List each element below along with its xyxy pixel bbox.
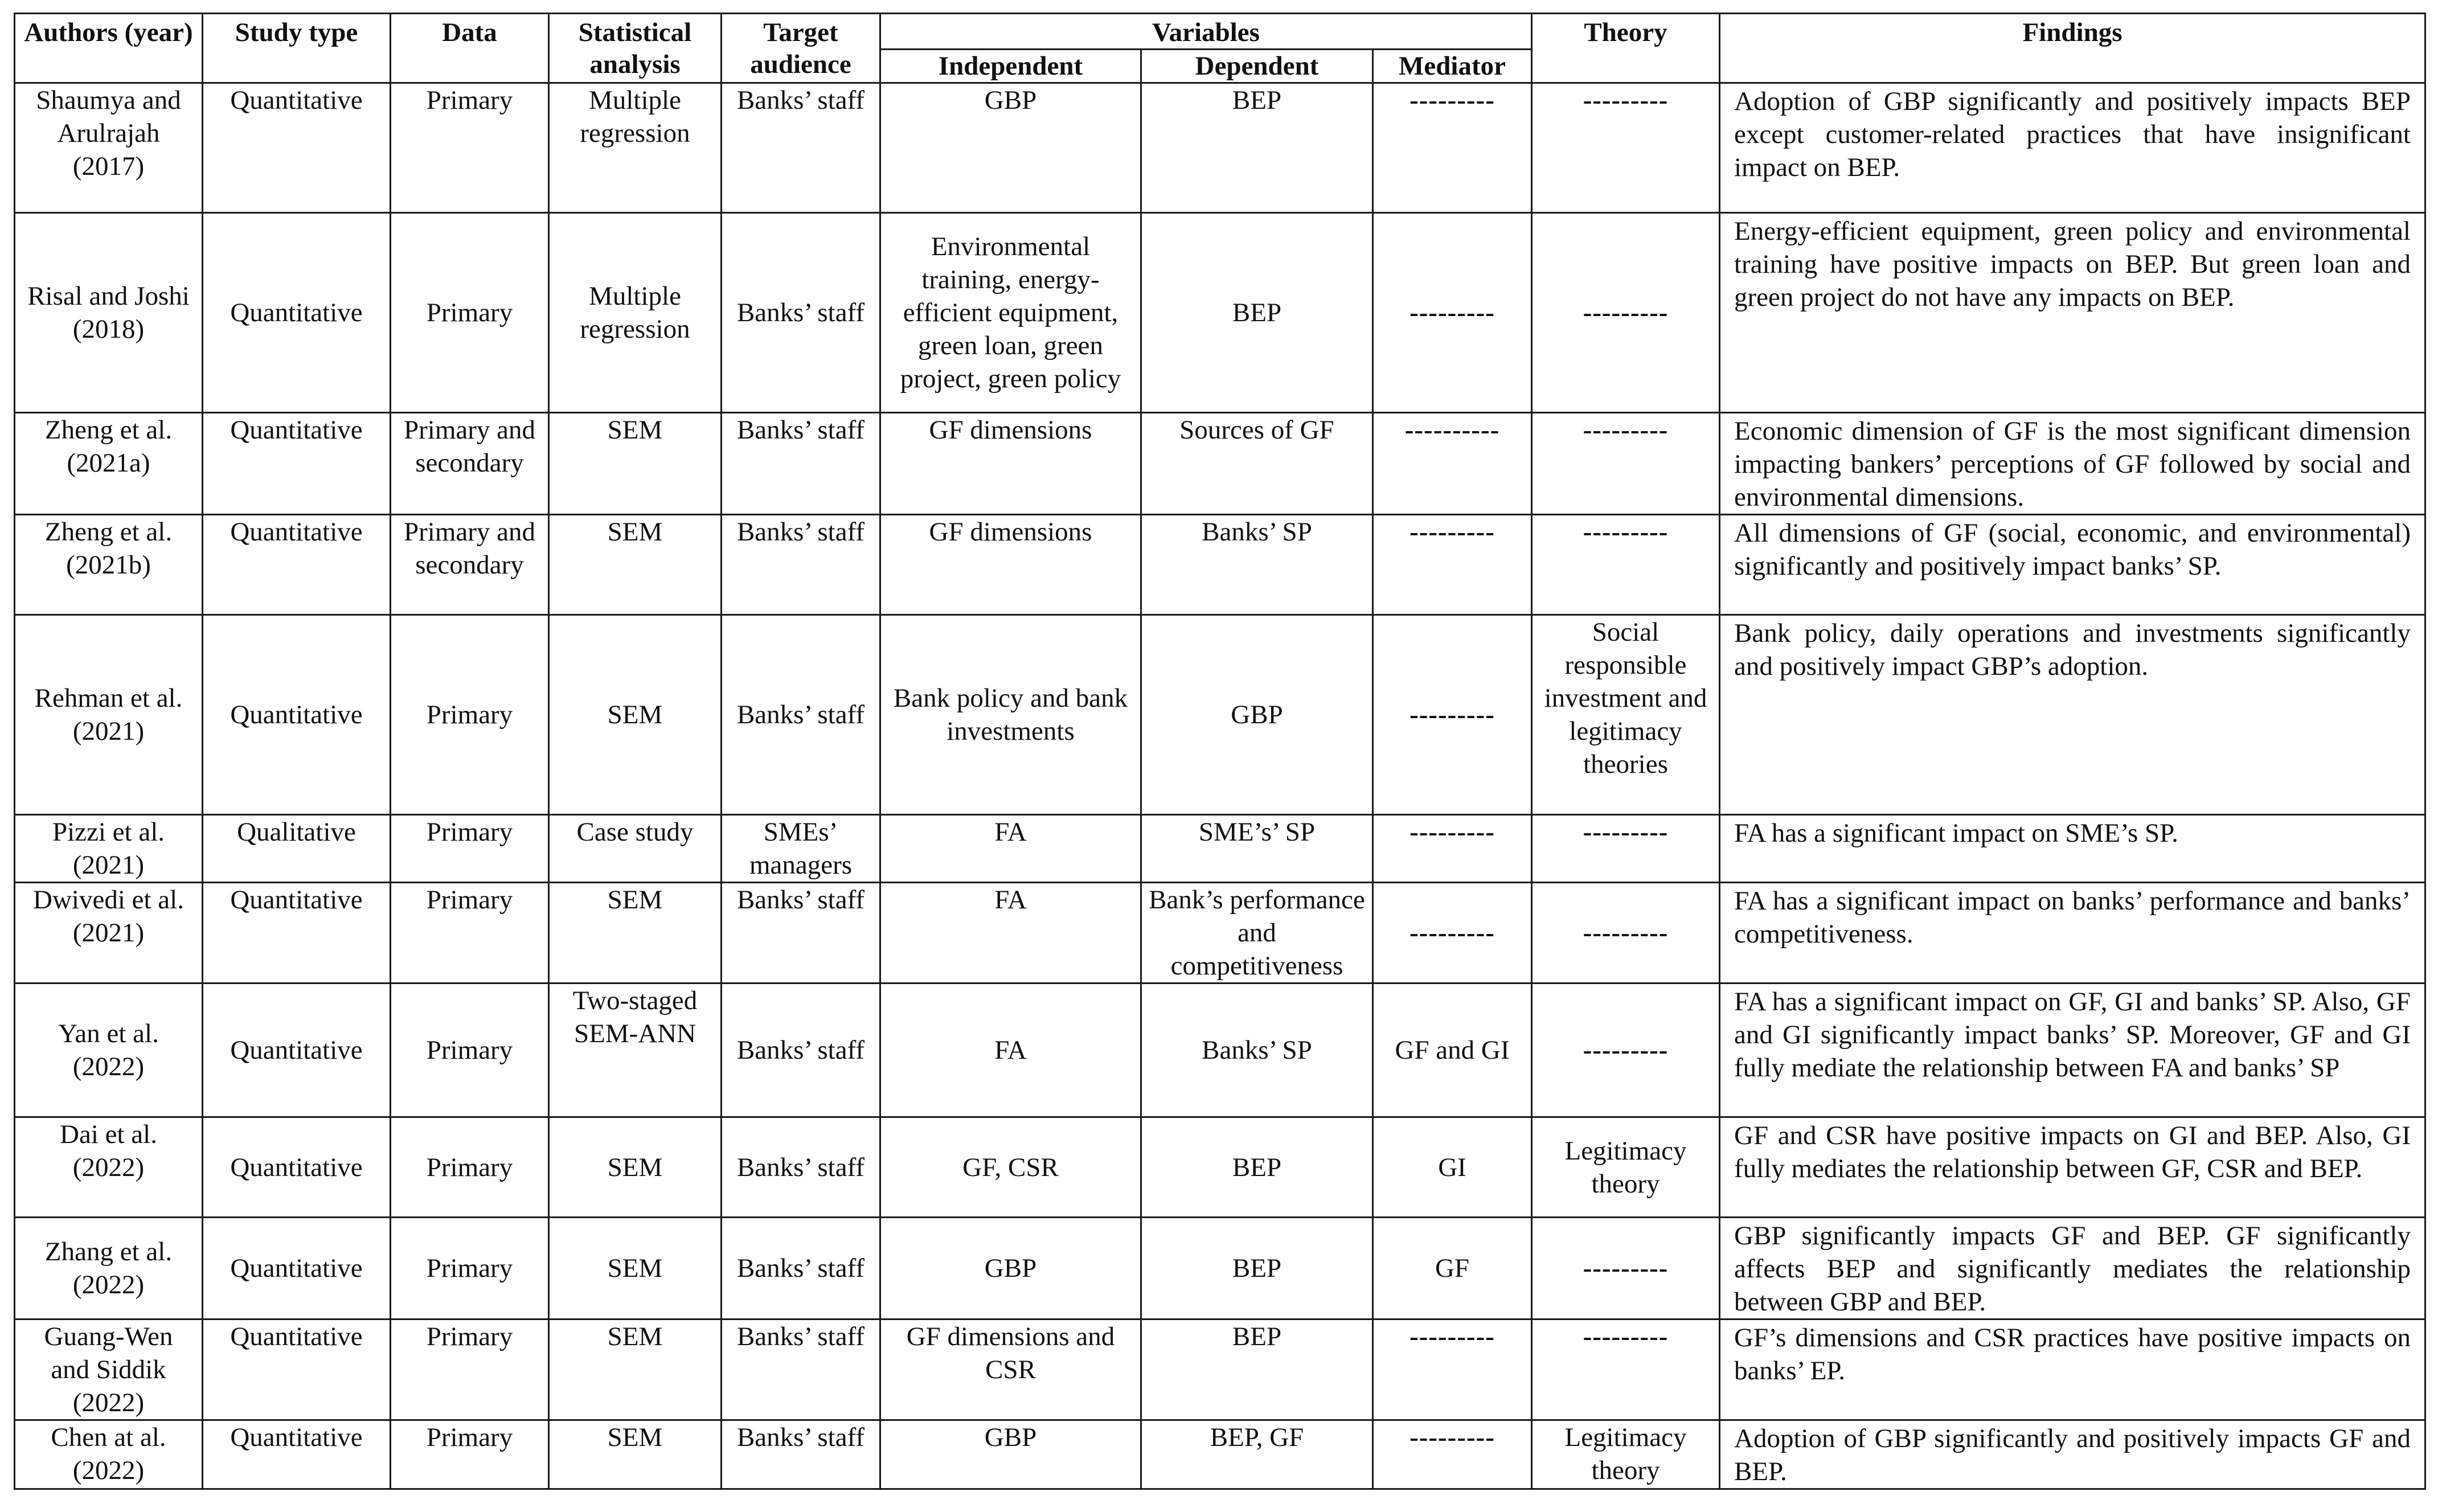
target-audience-cell: Banks’ staff — [722, 83, 880, 213]
mediator-cell: --------- — [1373, 83, 1532, 213]
dependent-variable-cell: Sources of GF — [1141, 413, 1373, 515]
authors-cell: Rehman et al. (2021) — [15, 615, 203, 815]
header-dependent: Dependent — [1141, 50, 1373, 83]
statistical-analysis-cell: Multiple regression — [549, 213, 722, 413]
independent-variable-cell: FA — [880, 984, 1141, 1117]
theory-cell: Legitimacy theory — [1532, 1420, 1720, 1489]
authors-cell: Zhang et al. (2022) — [15, 1218, 203, 1320]
header-independent: Independent — [880, 50, 1141, 83]
findings-cell: GF and CSR have positive impacts on GI and BEP. Also, GI fully mediates the relationship between GF, CSR and BEP. — [1720, 1117, 2425, 1218]
independent-variable-cell: GBP — [880, 83, 1141, 213]
table-header — [15, 14, 2425, 83]
target-audience-cell: Banks’ staff — [722, 1218, 880, 1320]
data-cell: Primary — [391, 815, 549, 883]
data-cell: Primary — [391, 1320, 549, 1420]
dependent-variable-cell: Bank’s performance and competitiveness — [1141, 883, 1373, 984]
header-authors: Authors (year) — [15, 14, 203, 83]
study-type-cell: Quantitative — [203, 883, 391, 984]
statistical-analysis-cell: SEM — [549, 1117, 722, 1218]
independent-variable-cell: GBP — [880, 1420, 1141, 1489]
statistical-analysis-cell: SEM — [549, 883, 722, 984]
independent-variable-cell: FA — [880, 815, 1141, 883]
data-cell: Primary — [391, 213, 549, 413]
independent-variable-cell: GF dimensions — [880, 413, 1141, 515]
study-type-cell: Quantitative — [203, 413, 391, 515]
mediator-cell: --------- — [1373, 213, 1532, 413]
header-mediator: Mediator — [1373, 50, 1532, 83]
target-audience-cell: SMEs’ managers — [722, 815, 880, 883]
header-findings: Findings — [1720, 14, 2425, 83]
authors-cell: Chen at al. (2022) — [15, 1420, 203, 1489]
authors-cell: Pizzi et al. (2021) — [15, 815, 203, 883]
findings-cell: Adoption of GBP significantly and positively impacts BEP except customer-related practices that have insignificant impact on BEP. — [1720, 83, 2425, 213]
target-audience-cell: Banks’ staff — [722, 413, 880, 515]
dependent-variable-cell: Banks’ SP — [1141, 515, 1373, 615]
theory-cell: --------- — [1532, 984, 1720, 1117]
table-row — [15, 615, 2425, 815]
data-cell: Primary — [391, 615, 549, 815]
target-audience-cell: Banks’ staff — [722, 1117, 880, 1218]
findings-cell: Economic dimension of GF is the most significant dimension impacting bankers’ perceptions of GF followed by social and environmental dimensions. — [1720, 413, 2425, 515]
data-cell: Primary — [391, 1420, 549, 1489]
mediator-cell: --------- — [1373, 883, 1532, 984]
header-data: Data — [391, 14, 549, 83]
dependent-variable-cell: BEP — [1141, 1320, 1373, 1420]
mediator-cell: --------- — [1373, 1320, 1532, 1420]
independent-variable-cell: FA — [880, 883, 1141, 984]
authors-cell: Shaumya and Arulrajah (2017) — [15, 83, 203, 213]
data-cell: Primary and secondary — [391, 413, 549, 515]
authors-cell: Yan et al. (2022) — [15, 984, 203, 1117]
study-type-cell: Quantitative — [203, 1218, 391, 1320]
table-row — [15, 1420, 2425, 1489]
table-row — [15, 515, 2425, 615]
dependent-variable-cell: BEP, GF — [1141, 1420, 1373, 1489]
study-type-cell: Quantitative — [203, 1320, 391, 1420]
theory-cell: --------- — [1532, 1218, 1720, 1320]
dependent-variable-cell: SME’s’ SP — [1141, 815, 1373, 883]
mediator-cell: --------- — [1373, 1420, 1532, 1489]
target-audience-cell: Banks’ staff — [722, 515, 880, 615]
findings-cell: Adoption of GBP significantly and positively impacts GF and BEP. — [1720, 1420, 2425, 1489]
table-row — [15, 83, 2425, 213]
table-row — [15, 984, 2425, 1117]
statistical-analysis-cell: SEM — [549, 615, 722, 815]
dependent-variable-cell: BEP — [1141, 1117, 1373, 1218]
dependent-variable-cell: BEP — [1141, 83, 1373, 213]
table-body — [15, 83, 2425, 1489]
header-variables: Variables — [880, 14, 1532, 50]
statistical-analysis-cell: SEM — [549, 1420, 722, 1489]
target-audience-cell: Banks’ staff — [722, 1420, 880, 1489]
study-type-cell: Quantitative — [203, 83, 391, 213]
header-theory: Theory — [1532, 14, 1720, 83]
data-cell: Primary — [391, 83, 549, 213]
theory-cell: --------- — [1532, 815, 1720, 883]
theory-cell: --------- — [1532, 83, 1720, 213]
findings-cell: GBP significantly impacts GF and BEP. GF significantly affects BEP and significantly mediates the relationship between GBP and BEP. — [1720, 1218, 2425, 1320]
independent-variable-cell: GBP — [880, 1218, 1141, 1320]
findings-cell: Bank policy, daily operations and investments significantly and positively impact GBP’s adoption. — [1720, 615, 2425, 815]
mediator-cell: --------- — [1373, 815, 1532, 883]
authors-cell: Dai et al. (2022) — [15, 1117, 203, 1218]
data-cell: Primary and secondary — [391, 515, 549, 615]
independent-variable-cell: GF dimensions — [880, 515, 1141, 615]
independent-variable-cell: Bank policy and bank investments — [880, 615, 1141, 815]
table-row — [15, 213, 2425, 413]
statistical-analysis-cell: SEM — [549, 1218, 722, 1320]
theory-cell: --------- — [1532, 413, 1720, 515]
target-audience-cell: Banks’ staff — [722, 883, 880, 984]
findings-cell: Energy-efficient equipment, green policy and environmental training have positive impacts on BEP. But green loan and green project do not have any impacts on BEP. — [1720, 213, 2425, 413]
table-row — [15, 1117, 2425, 1218]
target-audience-cell: Banks’ staff — [722, 984, 880, 1117]
header-target-audience: Target audience — [722, 14, 880, 83]
findings-cell: FA has a significant impact on GF, GI and banks’ SP. Also, GF and GI significantly impact banks’ SP. Moreover, GF and GI fully mediate the relationship between FA and banks’ SP — [1720, 984, 2425, 1117]
theory-cell: Legitimacy theory — [1532, 1117, 1720, 1218]
theory-cell: --------- — [1532, 1320, 1720, 1420]
statistical-analysis-cell: SEM — [549, 1320, 722, 1420]
authors-cell: Zheng et al. (2021a) — [15, 413, 203, 515]
mediator-cell: GF and GI — [1373, 984, 1532, 1117]
authors-cell: Guang-Wen and Siddik (2022) — [15, 1320, 203, 1420]
statistical-analysis-cell: Multiple regression — [549, 83, 722, 213]
study-type-cell: Quantitative — [203, 1420, 391, 1489]
independent-variable-cell: Environmental training, energy-efficient equipment, green loan, green project, green policy — [880, 213, 1141, 413]
mediator-cell: GI — [1373, 1117, 1532, 1218]
independent-variable-cell: GF, CSR — [880, 1117, 1141, 1218]
findings-cell: All dimensions of GF (social, economic, and environmental) significantly and positively impact banks’ SP. — [1720, 515, 2425, 615]
data-cell: Primary — [391, 984, 549, 1117]
theory-cell: Social responsible investment and legitimacy theories — [1532, 615, 1720, 815]
authors-cell: Zheng et al. (2021b) — [15, 515, 203, 615]
mediator-cell: --------- — [1373, 615, 1532, 815]
findings-cell: GF’s dimensions and CSR practices have positive impacts on banks’ EP. — [1720, 1320, 2425, 1420]
target-audience-cell: Banks’ staff — [722, 213, 880, 413]
mediator-cell: GF — [1373, 1218, 1532, 1320]
statistical-analysis-cell: Two-staged SEM-ANN — [549, 984, 722, 1117]
mediator-cell: --------- — [1373, 515, 1532, 615]
study-type-cell: Quantitative — [203, 984, 391, 1117]
table-row — [15, 1320, 2425, 1420]
target-audience-cell: Banks’ staff — [722, 1320, 880, 1420]
study-type-cell: Qualitative — [203, 815, 391, 883]
study-type-cell: Quantitative — [203, 515, 391, 615]
table-row — [15, 815, 2425, 883]
findings-cell: FA has a significant impact on banks’ performance and banks’ competitiveness. — [1720, 883, 2425, 984]
target-audience-cell: Banks’ staff — [722, 615, 880, 815]
findings-cell: FA has a significant impact on SME’s SP. — [1720, 815, 2425, 883]
theory-cell: --------- — [1532, 213, 1720, 413]
literature-review-table — [14, 13, 2426, 1490]
dependent-variable-cell: BEP — [1141, 1218, 1373, 1320]
data-cell: Primary — [391, 1117, 549, 1218]
independent-variable-cell: GF dimensions and CSR — [880, 1320, 1141, 1420]
study-type-cell: Quantitative — [203, 213, 391, 413]
statistical-analysis-cell: Case study — [549, 815, 722, 883]
study-type-cell: Quantitative — [203, 1117, 391, 1218]
data-cell: Primary — [391, 883, 549, 984]
header-statistical-analysis: Statistical analysis — [549, 14, 722, 83]
dependent-variable-cell: Banks’ SP — [1141, 984, 1373, 1117]
mediator-cell: ---------- — [1373, 413, 1532, 515]
dependent-variable-cell: BEP — [1141, 213, 1373, 413]
authors-cell: Risal and Joshi (2018) — [15, 213, 203, 413]
table-row — [15, 883, 2425, 984]
table-row — [15, 1218, 2425, 1320]
authors-cell: Dwivedi et al. (2021) — [15, 883, 203, 984]
dependent-variable-cell: GBP — [1141, 615, 1373, 815]
header-study-type: Study type — [203, 14, 391, 83]
data-cell: Primary — [391, 1218, 549, 1320]
study-type-cell: Quantitative — [203, 615, 391, 815]
statistical-analysis-cell: SEM — [549, 413, 722, 515]
statistical-analysis-cell: SEM — [549, 515, 722, 615]
theory-cell: --------- — [1532, 515, 1720, 615]
theory-cell: --------- — [1532, 883, 1720, 984]
table-row — [15, 413, 2425, 515]
